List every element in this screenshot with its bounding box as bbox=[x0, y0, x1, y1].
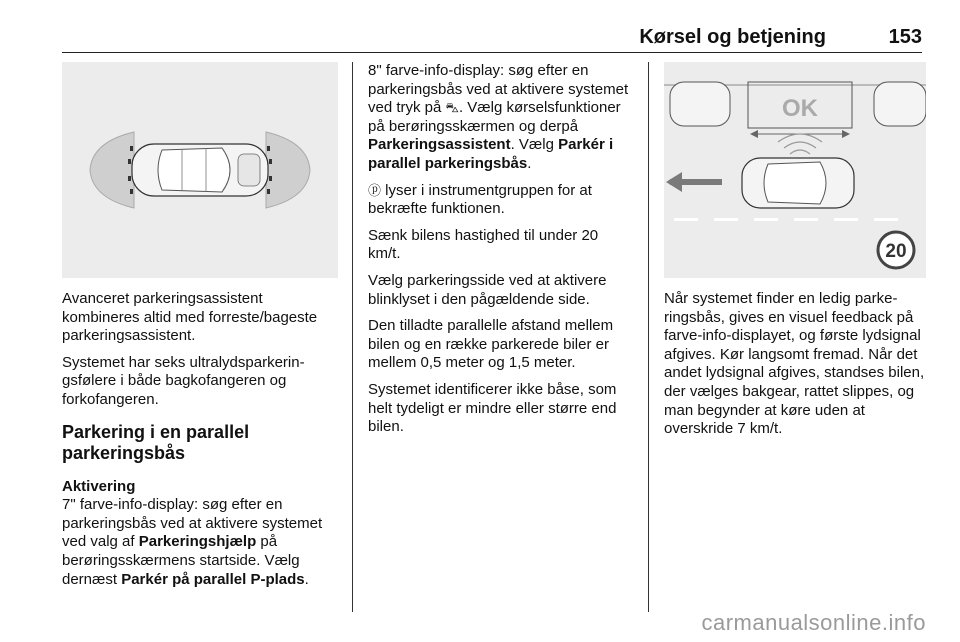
side-select-paragraph: Vælg parkeringsside ved at aktivere blinklyset i den pågældende side. bbox=[368, 271, 607, 308]
caption-paragraph-1: Avanceret parkeringsassistent kombineres altid med forreste/bageste parkeringsassistent. bbox=[62, 290, 318, 345]
display-instructions-paragraph bbox=[368, 62, 634, 174]
figure-ok-label: OK bbox=[782, 95, 818, 122]
activation-text-3: . bbox=[304, 570, 309, 588]
column-divider-right bbox=[648, 62, 649, 612]
bay-identification-paragraph: Systemet identificerer ikke båse, som helt tydeligt er mindre eller større end bilen. bbox=[368, 380, 617, 436]
p1-text-1: 8" farve-info-display: søg efter en parkeringsbås ved at aktivere systemet ved tryk på bbox=[368, 62, 629, 117]
activation-text-1: 7" farve-info-display: søg efter en parkeringsbås ved at aktivere systemet ved valg af bbox=[62, 496, 323, 551]
p1-text-4: . bbox=[527, 154, 532, 172]
page-number: 153 bbox=[888, 26, 922, 48]
p1-text-3: . Vælg bbox=[510, 136, 559, 154]
vehicle-icon: ⛍ bbox=[445, 100, 459, 116]
header-title: Kørsel og betjening bbox=[639, 26, 826, 48]
parallel-bay-option-label: Parkér i parallel parkeringsbås bbox=[368, 136, 614, 172]
speed-paragraph: Sænk bilens hastighed til under 20 km/t. bbox=[368, 226, 599, 263]
sensor-zones-figure bbox=[62, 62, 338, 278]
speed-badge-label: 20 bbox=[885, 241, 907, 262]
page-header bbox=[62, 20, 922, 53]
parking-indicator-icon: ⓟ bbox=[368, 182, 382, 198]
parking-assistant-label: Parkeringsassistent bbox=[368, 136, 511, 154]
column-right bbox=[664, 62, 926, 447]
column-left bbox=[62, 62, 338, 597]
distance-paragraph: Den tilladte parallelle afstand mellem bilen og en række parkerede biler er mellem 0,5 meter og 1,5 meter. bbox=[368, 317, 614, 372]
caption-paragraph-2: Systemet har seks ultralydsparkeringsfølere i både bagkofangeren og forkofangeren. bbox=[62, 353, 305, 408]
indicator-text: lyser i instrumentgruppen for at bekræfte funktionen. bbox=[368, 181, 592, 218]
column-middle bbox=[368, 62, 634, 445]
column-divider-left bbox=[352, 62, 353, 612]
section-heading: Parkering i en parallel parkeringsbås bbox=[62, 421, 250, 463]
activation-heading: Aktivering bbox=[62, 477, 136, 495]
parking-detection-figure bbox=[664, 62, 926, 278]
watermark: carmanualsonline.info bbox=[701, 610, 926, 635]
parking-assist-menu-label: Parkeringshjælp bbox=[138, 533, 257, 551]
activation-paragraph bbox=[62, 496, 338, 589]
p1-text-2: . Vælg kørselsfunktioner på berøringsskærmen og derpå bbox=[368, 99, 621, 135]
indicator-paragraph bbox=[368, 182, 634, 219]
car-top-view-illustration bbox=[62, 62, 338, 278]
parallel-parking-illustration bbox=[664, 62, 926, 278]
parallel-parking-option-label: Parkér på parallel P-plads bbox=[121, 570, 305, 588]
feedback-paragraph: Når systemet finder en ledig parkeringsbås, gives en visuel feedback på farve-info-displayet, og første lydsignal afgives. Kør langsomt fremad. Når det andet lydsignal afgives, standses bilen, der vælges bakgear, rattet slippes, og man begynder at køre uden at overskride 7 km/t. bbox=[664, 290, 925, 438]
activation-text-2: på berøringsskærmens startside. Vælg dernæst bbox=[62, 533, 300, 588]
